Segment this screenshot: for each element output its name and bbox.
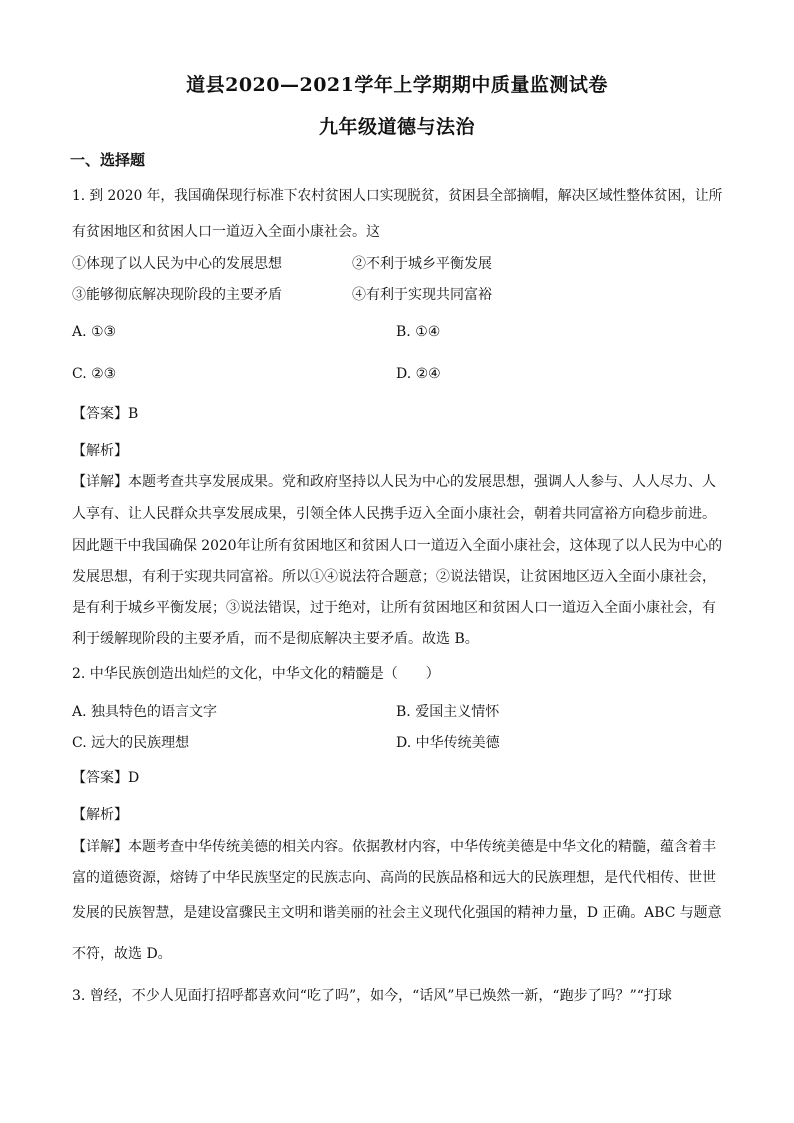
q2-stem: 2. 中华民族创造出灿烂的文化，中华文化的精髓是（ ） — [72, 666, 440, 682]
q1-detail-line: 因此题干中我国确保 2020年让所有贫困地区和贫困人口一道迈入全面小康社会，这体现了以人民为中心的 — [72, 538, 723, 554]
q1-detail-line: 【详解】本题考查共享发展成果。党和政府坚持以人民为中心的发展思想，强调人人参与、人人尽力、人 — [72, 474, 716, 490]
q2-detail-line: 不符，故选 D。 — [72, 946, 172, 962]
exam-subtitle: 九年级道德与法治 — [318, 116, 475, 138]
section-heading: 一、选择题 — [70, 151, 146, 169]
q1-option-b: B. ①④ — [396, 324, 441, 340]
q1-stem-line2: 有贫困地区和贫困人口一道迈入全面小康社会。这 — [72, 224, 380, 240]
q3-stem-line1: 3. 曾经，不少人见面打招呼都喜欢问“吃了吗”，如今，“话风”早已焕然一新，“跑步了吗？”“打球 — [72, 988, 672, 1004]
q1-statement-4: ④有利于实现共同富裕 — [352, 287, 492, 303]
q2-detail-line: 富的道德资源，熔铸了中华民族坚定的民族志向、高尚的民族品格和远大的民族理想，是代代相传、世世 — [72, 870, 716, 886]
q1-stem-line1: 1. 到 2020 年，我国确保现行标准下农村贫困人口实现脱贫，贫困县全部摘帽，解决区域性整体贫困，让所 — [72, 188, 723, 204]
q2-option-a: A. 独具特色的语言文字 — [72, 704, 218, 720]
q1-option-d: D. ②④ — [396, 366, 441, 382]
q1-analysis-label: 【解析】 — [72, 443, 128, 459]
q1-detail-line: 是有利于城乡平衡发展；③说法错误，过于绝对，让所有贫困地区和贫困人口一道迈入全面小康社会，有 — [72, 600, 716, 616]
q1-detail-line: 利于缓解现阶段的主要矛盾，而不是彻底解决主要矛盾。故选 B。 — [72, 631, 479, 647]
q2-option-c: C. 远大的民族理想 — [72, 735, 190, 751]
q1-option-a: A. ①③ — [72, 324, 117, 340]
q2-answer: 【答案】D — [72, 770, 140, 786]
q1-detail-line: 发展思想，有利于实现共同富裕。所以①④说法符合题意；②说法错误，让贫困地区迈入全面小康社会， — [72, 569, 716, 585]
q1-detail-line: 人享有、让人民群众共享发展成果，引领全体人民携手迈入全面小康社会，朝着共同富裕方向稳步前进。 — [72, 506, 716, 522]
q2-detail-line: 发展的民族智慧，是建设富骤民主文明和谐美丽的社会主义现代化强国的精神力量，D 正确。ABC 与题意 — [72, 905, 722, 921]
exam-title: 道县2020—2021学年上学期期中质量监测试卷 — [186, 74, 608, 96]
q1-statement-1: ①体现了以人民为中心的发展思想 — [72, 256, 282, 272]
q1-statement-2: ②不利于城乡平衡发展 — [352, 256, 492, 272]
q2-detail-line: 【详解】本题考查中华传统美德的相关内容。依据教材内容，中华传统美德是中华文化的精髓，蕴含着丰 — [72, 839, 716, 855]
q2-analysis-label: 【解析】 — [72, 807, 128, 823]
q2-option-b: B. 爱国主义情怀 — [396, 704, 500, 720]
q1-answer: 【答案】B — [72, 406, 139, 422]
q1-statement-3: ③能够彻底解决现阶段的主要矛盾 — [72, 287, 282, 303]
q2-option-d: D. 中华传统美德 — [396, 735, 500, 751]
q1-option-c: C. ②③ — [72, 366, 117, 382]
